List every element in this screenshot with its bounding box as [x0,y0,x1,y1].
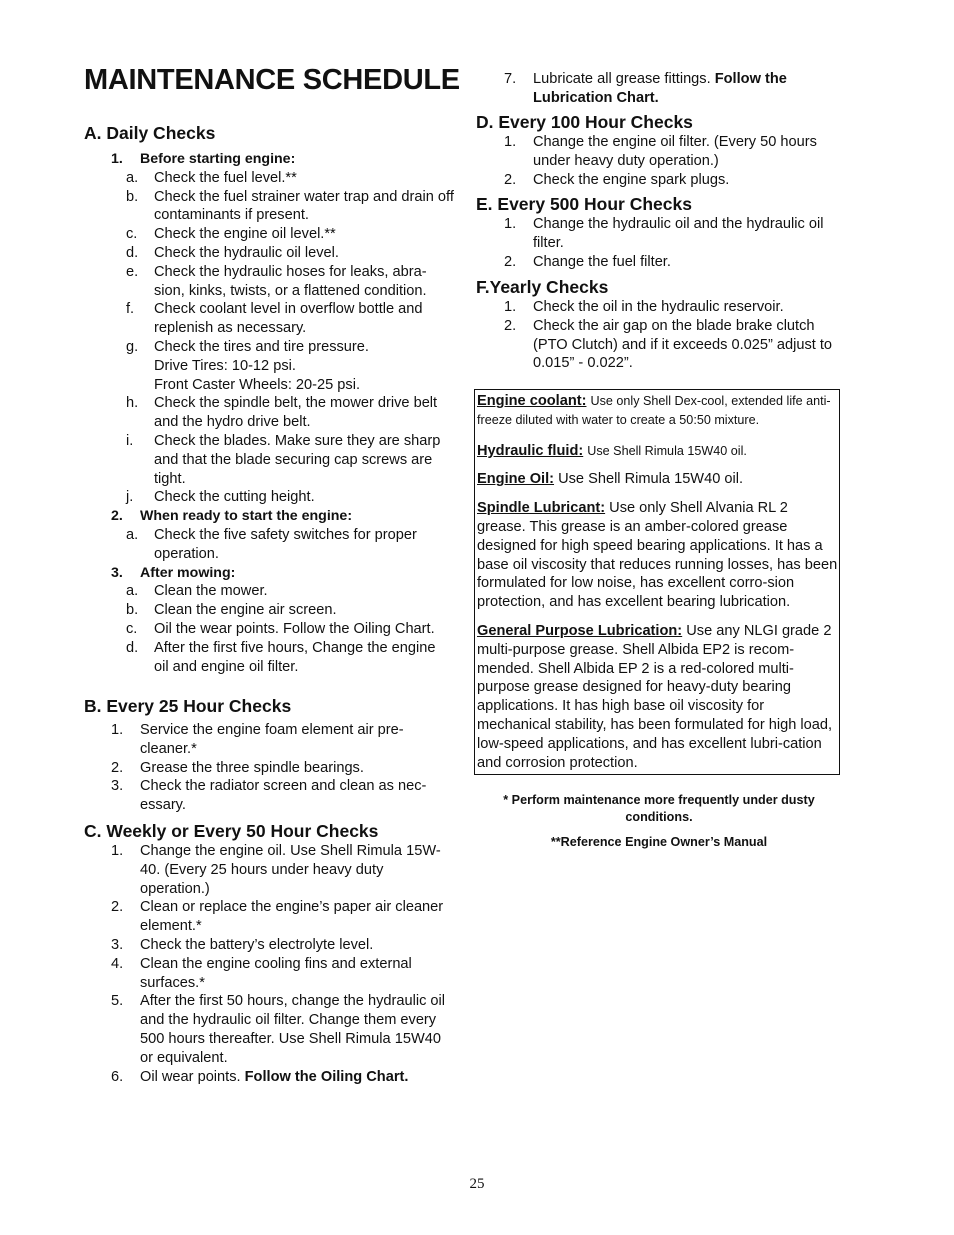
engine-oil-spec: Engine Oil: Use Shell Rimula 15W40 oil. [477,471,744,488]
list-item: 6. Oil wear points. Follow the Oiling Chart. [111,1068,409,1085]
section-heading: D. Every 100 Hour Checks [476,112,693,132]
subsection-before-start: 1. Before starting engine: [111,151,296,167]
list-item: 5. After the first 50 hours, change the hydraulic oil and the hydraulic oil filter. Change them every 500 hours thereafter. Use Shell Rimula 15W40 or equivalent. [111,993,446,1066]
section-heading: F.Yearly Checks [476,277,609,297]
list-item: b. Clean the engine air screen. [126,602,337,619]
list-item: 2. Change the fuel filter. [504,253,671,270]
subsection-ready-to-start: 2. When ready to start the engine: [111,508,353,525]
lubricant-spec-box [474,389,840,775]
section-heading: A. Daily Checks [84,123,216,143]
section-100-hour [476,111,848,189]
list-item: d. Check the hydraulic oil level. [126,244,339,261]
caster-wheel-pressure: Front Caster Wheels: 20-25 psi. [154,376,361,393]
coolant-spec: Engine coolant: Use only Shell Dex-cool, extended life anti-freeze diluted with water to create a 50:50 mixture. [477,393,831,427]
spindle-lubricant-spec: Spindle Lubricant: Use only Shell Alvania RL 2 grease. This grease is an amber-colored grease designed for high speed bearing applications. It has a base oil viscosity that reduces running losses, has been formulated for low noise, has excellent corro-sion protection, and has excellent bearing lubrication. [477,500,838,611]
list-item: 1. Change the engine oil. Use Shell Rimula 15W-40. (Every 25 hours under heavy duty operation.) [111,843,441,897]
section-25-hour [84,695,444,815]
section-heading: E. Every 500 Hour Checks [476,194,692,214]
list-item: 3. Check the radiator screen and clean as nec-essary. [111,778,427,814]
list-item: a. Check the five safety switches for proper operation. [126,526,417,562]
list-item: 1. Check the oil in the hydraulic reservoir. [504,299,784,315]
list-item: 3. Check the battery’s electrolyte level. [111,936,374,953]
list-item: a. Clean the mower. [126,583,268,600]
list-item: 4. Clean the engine cooling fins and external surfaces.* [111,955,412,991]
list-item: 2. Grease the three spindle bearings. [111,759,364,776]
list-item: c. Oil the wear points. Follow the Oiling Chart. [126,620,435,637]
list-item: h. Check the spindle belt, the mower drive belt and the hydro drive belt. [126,395,438,431]
subsection-after-mowing: 3. After mowing: [111,564,236,581]
section-50-hour [84,820,450,1086]
section-500-hour [476,193,848,271]
list-item: e. Check the hydraulic hoses for leaks, abra-sion, kinks, twists, or a flattened condition. [126,263,427,299]
section-yearly [476,276,848,373]
list-item: 1. Change the hydraulic oil and the hydraulic oil filter. [504,216,824,251]
section-daily-checks [84,122,454,676]
list-item: 1. Change the engine oil filter. (Every 50 hours under heavy duty operation.) [504,134,817,169]
list-item: g. Check the tires and tire pressure. Drive Tires: 10-12 psi. Front Caster Wheels: 20-25 psi. [84,338,454,394]
section-heading: C. Weekly or Every 50 Hour Checks [84,821,379,841]
page-number: 25 [469,1176,485,1192]
section-50-hour-continued [476,70,848,108]
list-item: 7. Lubricate all grease fittings. Follow the Lubrication Chart. [504,71,787,106]
list-item: i. Check the blades. Make sure they are sharp and that the blade securing cap screws are tight. [126,432,441,487]
list-item: c. Check the engine oil level.** [126,226,336,243]
page-title: MAINTENANCE SCHEDULE [84,64,460,96]
list-item: a. Check the fuel level.** [126,169,297,186]
list-item: 2. Clean or replace the engine’s paper air cleaner element.* [111,899,444,935]
general-lubrication-spec: General Purpose Lubrication: Use any NLGI grade 2 multi-purpose grease. Shell Albida EP2 is recom-mended. Shell Albida EP 2 is a red-colored multi-purpose grease designed for heavy-duty bearing applications. It has high base oil viscosity for mechanical stability, has been formulated for high load, low-speed applications, and has excellent lubri-cation and corrosion protection. [477,622,833,771]
hydraulic-fluid-spec: Hydraulic fluid: Use Shell Rimula 15W40 oil. [477,442,747,459]
list-item: 2. Check the air gap on the blade brake clutch (PTO Clutch) and if it exceeds 0.025” adjust to 0.015” - 0.022”. [504,317,833,372]
list-item: b. Check the fuel strainer water trap and drain off contaminants if present. [126,188,454,224]
list-item: f. Check coolant level in overflow bottle and replenish as necessary. [126,301,423,337]
list-item: d. After the first five hours, Change the engine oil and engine oil filter. [126,639,436,675]
list-item: 2. Check the engine spark plugs. [504,171,730,188]
footnote-owners-manual: **Reference Engine Owner’s Manual [550,835,768,849]
drive-tire-pressure: Drive Tires: 10-12 psi. [154,357,296,374]
section-heading: B. Every 25 Hour Checks [84,696,292,716]
footnote-dusty: * Perform maintenance more frequently under dusty conditions. [503,793,815,824]
list-item: 1. Service the engine foam element air pre-cleaner.* [111,722,404,757]
list-item: j. Check the cutting height. [126,489,315,506]
